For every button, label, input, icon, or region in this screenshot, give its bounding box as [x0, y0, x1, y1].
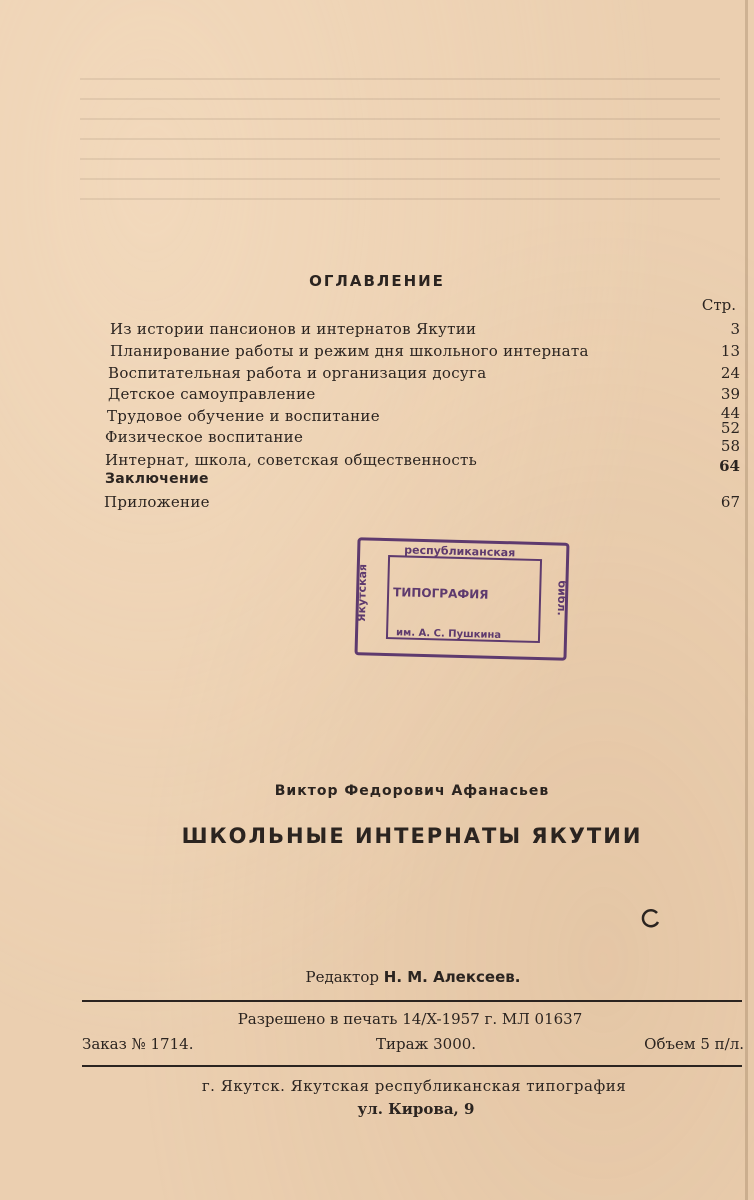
toc-item-page: 58: [720, 437, 740, 455]
volume-info: Объем 5 п/л.: [644, 1035, 744, 1053]
toc-item-page: 24: [720, 364, 740, 382]
toc-item: [0, 404, 754, 429]
library-stamp: [354, 537, 569, 661]
toc-item-page: 52: [720, 419, 740, 437]
toc-item-page: 13: [720, 342, 740, 360]
printer-name: г. Якутск. Якутская республиканская типография: [201, 1077, 627, 1095]
toc-item-page: 64: [719, 457, 740, 475]
toc-item: [0, 419, 754, 450]
stamp-side-text: библ.: [554, 580, 569, 616]
toc-item-title: Физическое воспитание: [105, 428, 304, 446]
toc-item-title: Из истории пансионов и интернатов Якутии: [110, 320, 477, 338]
toc-item-title: Интернат, школа, советская общественность: [105, 451, 478, 469]
toc-item-page: 44: [720, 404, 740, 422]
toc-item-title: Детское самоуправление: [108, 385, 316, 403]
book-title: ШКОЛЬНЫЕ ИНТЕРНАТЫ ЯКУТИИ: [181, 824, 643, 848]
toc-title: ОГЛАВЛЕНИЕ: [309, 272, 445, 290]
order-number: Заказ № 1714.: [82, 1035, 194, 1053]
toc-item-title: Воспитательная работа и организация досуга: [108, 364, 487, 382]
toc-page-header: Стр.: [701, 296, 736, 314]
print-run: Тираж 3000.: [376, 1035, 477, 1053]
editor-label: Редактор: [305, 968, 379, 986]
divider-rule: [82, 1065, 742, 1067]
stamp-line: ТИПОГРАФИЯ: [392, 585, 489, 602]
printer-address: ул. Кирова, 9: [357, 1100, 475, 1118]
toc-item-title: Приложение: [104, 493, 210, 511]
stamp-line: республиканская: [404, 543, 516, 560]
toc-item: [0, 493, 754, 515]
stamp-side-text: Якутская: [354, 563, 370, 623]
toc-item-page: 3: [730, 320, 740, 338]
bleed-through-text: [80, 60, 720, 250]
editor-name: Н. М. Алексеев.: [383, 968, 521, 986]
divider-rule: [82, 1000, 742, 1002]
toc-item: [0, 342, 754, 364]
toc-item-page: 39: [720, 385, 740, 403]
stamp-line: им. А. С. Пушкина: [395, 627, 502, 642]
toc-item: [0, 364, 754, 386]
toc-item-page: 67: [720, 493, 740, 511]
book-author: Виктор Федорович Афанасьев: [274, 783, 550, 799]
toc-item: [0, 385, 754, 407]
circle-mark-icon: [640, 908, 662, 930]
editor-line: [0, 968, 754, 986]
toc-item-title: Заключение: [105, 471, 209, 487]
print-permit: Разрешено в печать 14/X-1957 г. МЛ 01637: [237, 1010, 583, 1028]
toc-item-title: Трудовое обучение и воспитание: [107, 407, 380, 425]
toc-item-title: Планирование работы и режим дня школьного интерната: [110, 342, 589, 360]
toc-item: [0, 320, 754, 342]
